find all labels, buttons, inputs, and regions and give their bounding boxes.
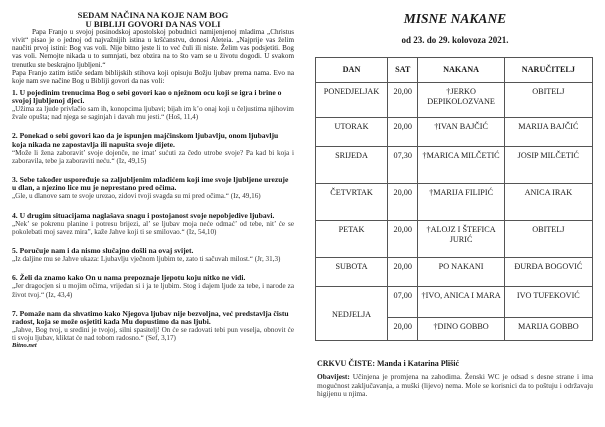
article-section-7 xyxy=(12,310,294,343)
schedule-subtitle: od 23. do 29. kolovoza 2021. xyxy=(401,35,509,45)
section-heading: 1. U pojedinim trenucima Bog o sebi govori kao o nježnom ocu koji se igra i brine o svojoj ljubljenoj djeci. xyxy=(12,87,282,106)
cell-intention: †DINO GOBBO xyxy=(418,318,504,341)
article-section-5 xyxy=(12,247,294,263)
section-heading: 6. Želi da znamo kako On u nama prepoznaje ljepotu koju nitko ne vidi. xyxy=(12,273,246,283)
cell-requester: ĐURĐA BOGOVIĆ xyxy=(504,258,592,287)
cell-day: PETAK xyxy=(316,221,388,258)
cell-requester: OBITELJ xyxy=(504,221,592,258)
cell-day: SRIJEDA xyxy=(316,147,388,184)
header-day: DAN xyxy=(316,58,388,83)
cell-requester: ANICA IRAK xyxy=(504,184,592,221)
cleaning-note: CRKVU ČISTE: Manda i Katarina Plišić xyxy=(317,359,460,368)
section-heading: 5. Poručuje nam i da nismo slučajno došli na ovaj svijet. xyxy=(12,245,194,255)
section-heading: 3. Sebe također uspoređuje sa zaljubljenim mladićem koji ime svoje ljubljene urezuje u dlan, a njezino lice mu je neprestano pred očima. xyxy=(12,175,289,193)
cell-intention: †JERKO DEPIKOLOZVANE xyxy=(418,83,504,118)
cell-requester: IVO TUFEKOVIĆ xyxy=(504,287,592,318)
notice-label: Obavijest: xyxy=(317,372,350,381)
cell-time: 07,00 xyxy=(388,287,418,318)
header-time: SAT xyxy=(388,58,418,83)
article-title-line2: U BIBLIJI GOVORI DA NAS VOLI xyxy=(85,18,221,29)
section-quote: „Užima za ljude privlačio sam ih, konopcima ljubavi; bijah im k’o onaj koji u čeljustima njihovim žvale opušta; nad njega se saginjah i davah mu jesti.“ (Hoš, 11,4) xyxy=(12,105,294,122)
article-title xyxy=(12,11,294,28)
table-row xyxy=(316,287,593,318)
article-title-line1: SEDAM NAČINA NA KOJE NAM BOG xyxy=(77,10,229,20)
article-section-4 xyxy=(12,212,294,236)
section-heading: 7. Pomaže nam da shvatimo kako Njegova ljubav nije bezvoljna, već predstavlja čistu radost, koja se može osjetiti kada Mu dopustimo da nas ljubi. xyxy=(12,308,289,326)
cell-time: 20,00 xyxy=(388,184,418,221)
cell-intention: †IVAN BAJČIĆ xyxy=(418,118,504,147)
cell-day: ČETVRTAK xyxy=(316,184,388,221)
cell-time: 20,00 xyxy=(388,83,418,118)
notice-text: Učinjena je promjena na zahodima. Ženski WC je odsad s desne strane i ima mogućnost zaključavanja, a muški (lijevo) nema. Mole se korisnici da to poštuju i održavaju higijenu u njima. xyxy=(317,372,593,399)
cell-intention: PO NAKANI xyxy=(418,258,504,287)
article-intro-2: Papa Franjo zatim ističe sedam biblijskih stihova koji opisuju Božju ljubav prema nama. Evo na koje nam sve načine Bog u Bibliji govori da nas voli: xyxy=(12,68,294,85)
cell-day: UTORAK xyxy=(316,118,388,147)
article-section-1 xyxy=(12,89,294,122)
cell-requester: MARIJA GOBBO xyxy=(504,318,592,341)
table-header-row xyxy=(316,58,593,83)
cell-requester: OBITELJ xyxy=(504,83,592,118)
mass-intentions-table xyxy=(315,57,593,341)
section-quote: “Može li žena zaboravit’ svoje dojenče, ne imat’ sućuti za čedo utrobe svoje? Pa kad bi koja i zaboravila, tebe ja zaboraviti neću.“ (Iz, 49,15) xyxy=(12,148,294,165)
cell-intention: †ALOJZ I ŠTEFICA JURIĆ xyxy=(418,221,504,258)
cell-requester: JOSIP MILČETIĆ xyxy=(504,147,592,184)
table-row xyxy=(316,83,593,118)
section-quote: „Jahve, Bog tvoj, u sredini je tvojoj, silni spasitelj! On će se radovati tebi pun veselja, obnovit će ti svoju ljubav, kliktat će nad tobom radosno.“ (Sef, 3,17) xyxy=(12,326,294,343)
article-source: Bitno.net xyxy=(12,342,37,350)
cell-day: NEDJELJA xyxy=(316,287,388,341)
section-heading: 2. Ponekad o sebi govori kao da je ispunjen majčinskom ljubavlju, onom ljubavlju koja nikada ne zapostavlja ili napušta svoje dijete. xyxy=(12,131,279,149)
header-requester: NARUČITELJ xyxy=(504,58,592,83)
table-row xyxy=(316,184,593,221)
header-intention: NAKANA xyxy=(418,58,504,83)
cell-intention: †MARICA MILČETIĆ xyxy=(418,147,504,184)
cell-requester: MARIJA BAJČIĆ xyxy=(504,118,592,147)
section-quote: „Jer dragocjen si u mojim očima, vrijedan si i ja te ljubim. Stog i dajem ljude za tebe, i narode za život tvoj.“ (Iz, 43,4) xyxy=(12,282,294,299)
table-row xyxy=(316,147,593,184)
notice xyxy=(317,373,593,399)
section-heading: 4. U drugim situacijama naglašava snagu i postojanost svoje nepobjedive ljubavi. xyxy=(12,210,275,220)
table-row xyxy=(316,221,593,258)
cell-intention: †IVO, ANICA I MARA xyxy=(418,287,504,318)
cell-time: 07,30 xyxy=(388,147,418,184)
section-quote: „Gle, u dlanove sam te svoje urezao, zidovi tvoji svagda su mi pred očima.“ (Iz, 49,16) xyxy=(12,192,261,201)
cell-time: 20,00 xyxy=(388,258,418,287)
cell-day: SUBOTA xyxy=(316,258,388,287)
cell-time: 20,00 xyxy=(388,318,418,341)
table-row xyxy=(316,118,593,147)
article-section-6 xyxy=(12,274,294,298)
section-quote: „Iz daljine mu se Jahve ukaza: Ljubavlju vječnom ljubim te, zato ti sačuvah milost.“ (Jr, 31,3) xyxy=(12,255,281,264)
cell-time: 20,00 xyxy=(388,118,418,147)
table-row xyxy=(316,258,593,287)
article-section-3 xyxy=(12,176,294,201)
article-column xyxy=(12,11,294,349)
cell-intention: †MARIJA FILIPIĆ xyxy=(418,184,504,221)
cell-time: 20,00 xyxy=(388,221,418,258)
article-intro: Papa Franjo u svojoj posinodskoj apostolskoj pobudnici namijenjenoj mladima „Christus vivit“ pisao je o jednoj od najvažnijih istina u kršćanstvu, donosi Aleteia. „Najprije vas želim naučiti prvoj istini: Bog vas voli. Nije bitno jeste li to već čuli ili niste. Želim vas podsjetiti. Bog vas voli. Nemojte nikada u to sumnjati, bez obzira na to što vam se u životu dogodi. U svakom trenutku ste beskrajno ljubljeni.“ xyxy=(12,28,294,69)
schedule-title: MISNE NAKANE xyxy=(403,11,507,26)
section-quote: „Nek’ se pokrenu planine i potresu brijezi, al’ se ljubav moja neće odmać’ od tebe, nit’ će se pokolebati moj savez mira”, kaže Jahve koji ti se smilovao.“ (Iz, 54,10) xyxy=(12,219,294,236)
cell-day: PONEDJELJAK xyxy=(316,83,388,118)
article-section-2 xyxy=(12,132,294,165)
